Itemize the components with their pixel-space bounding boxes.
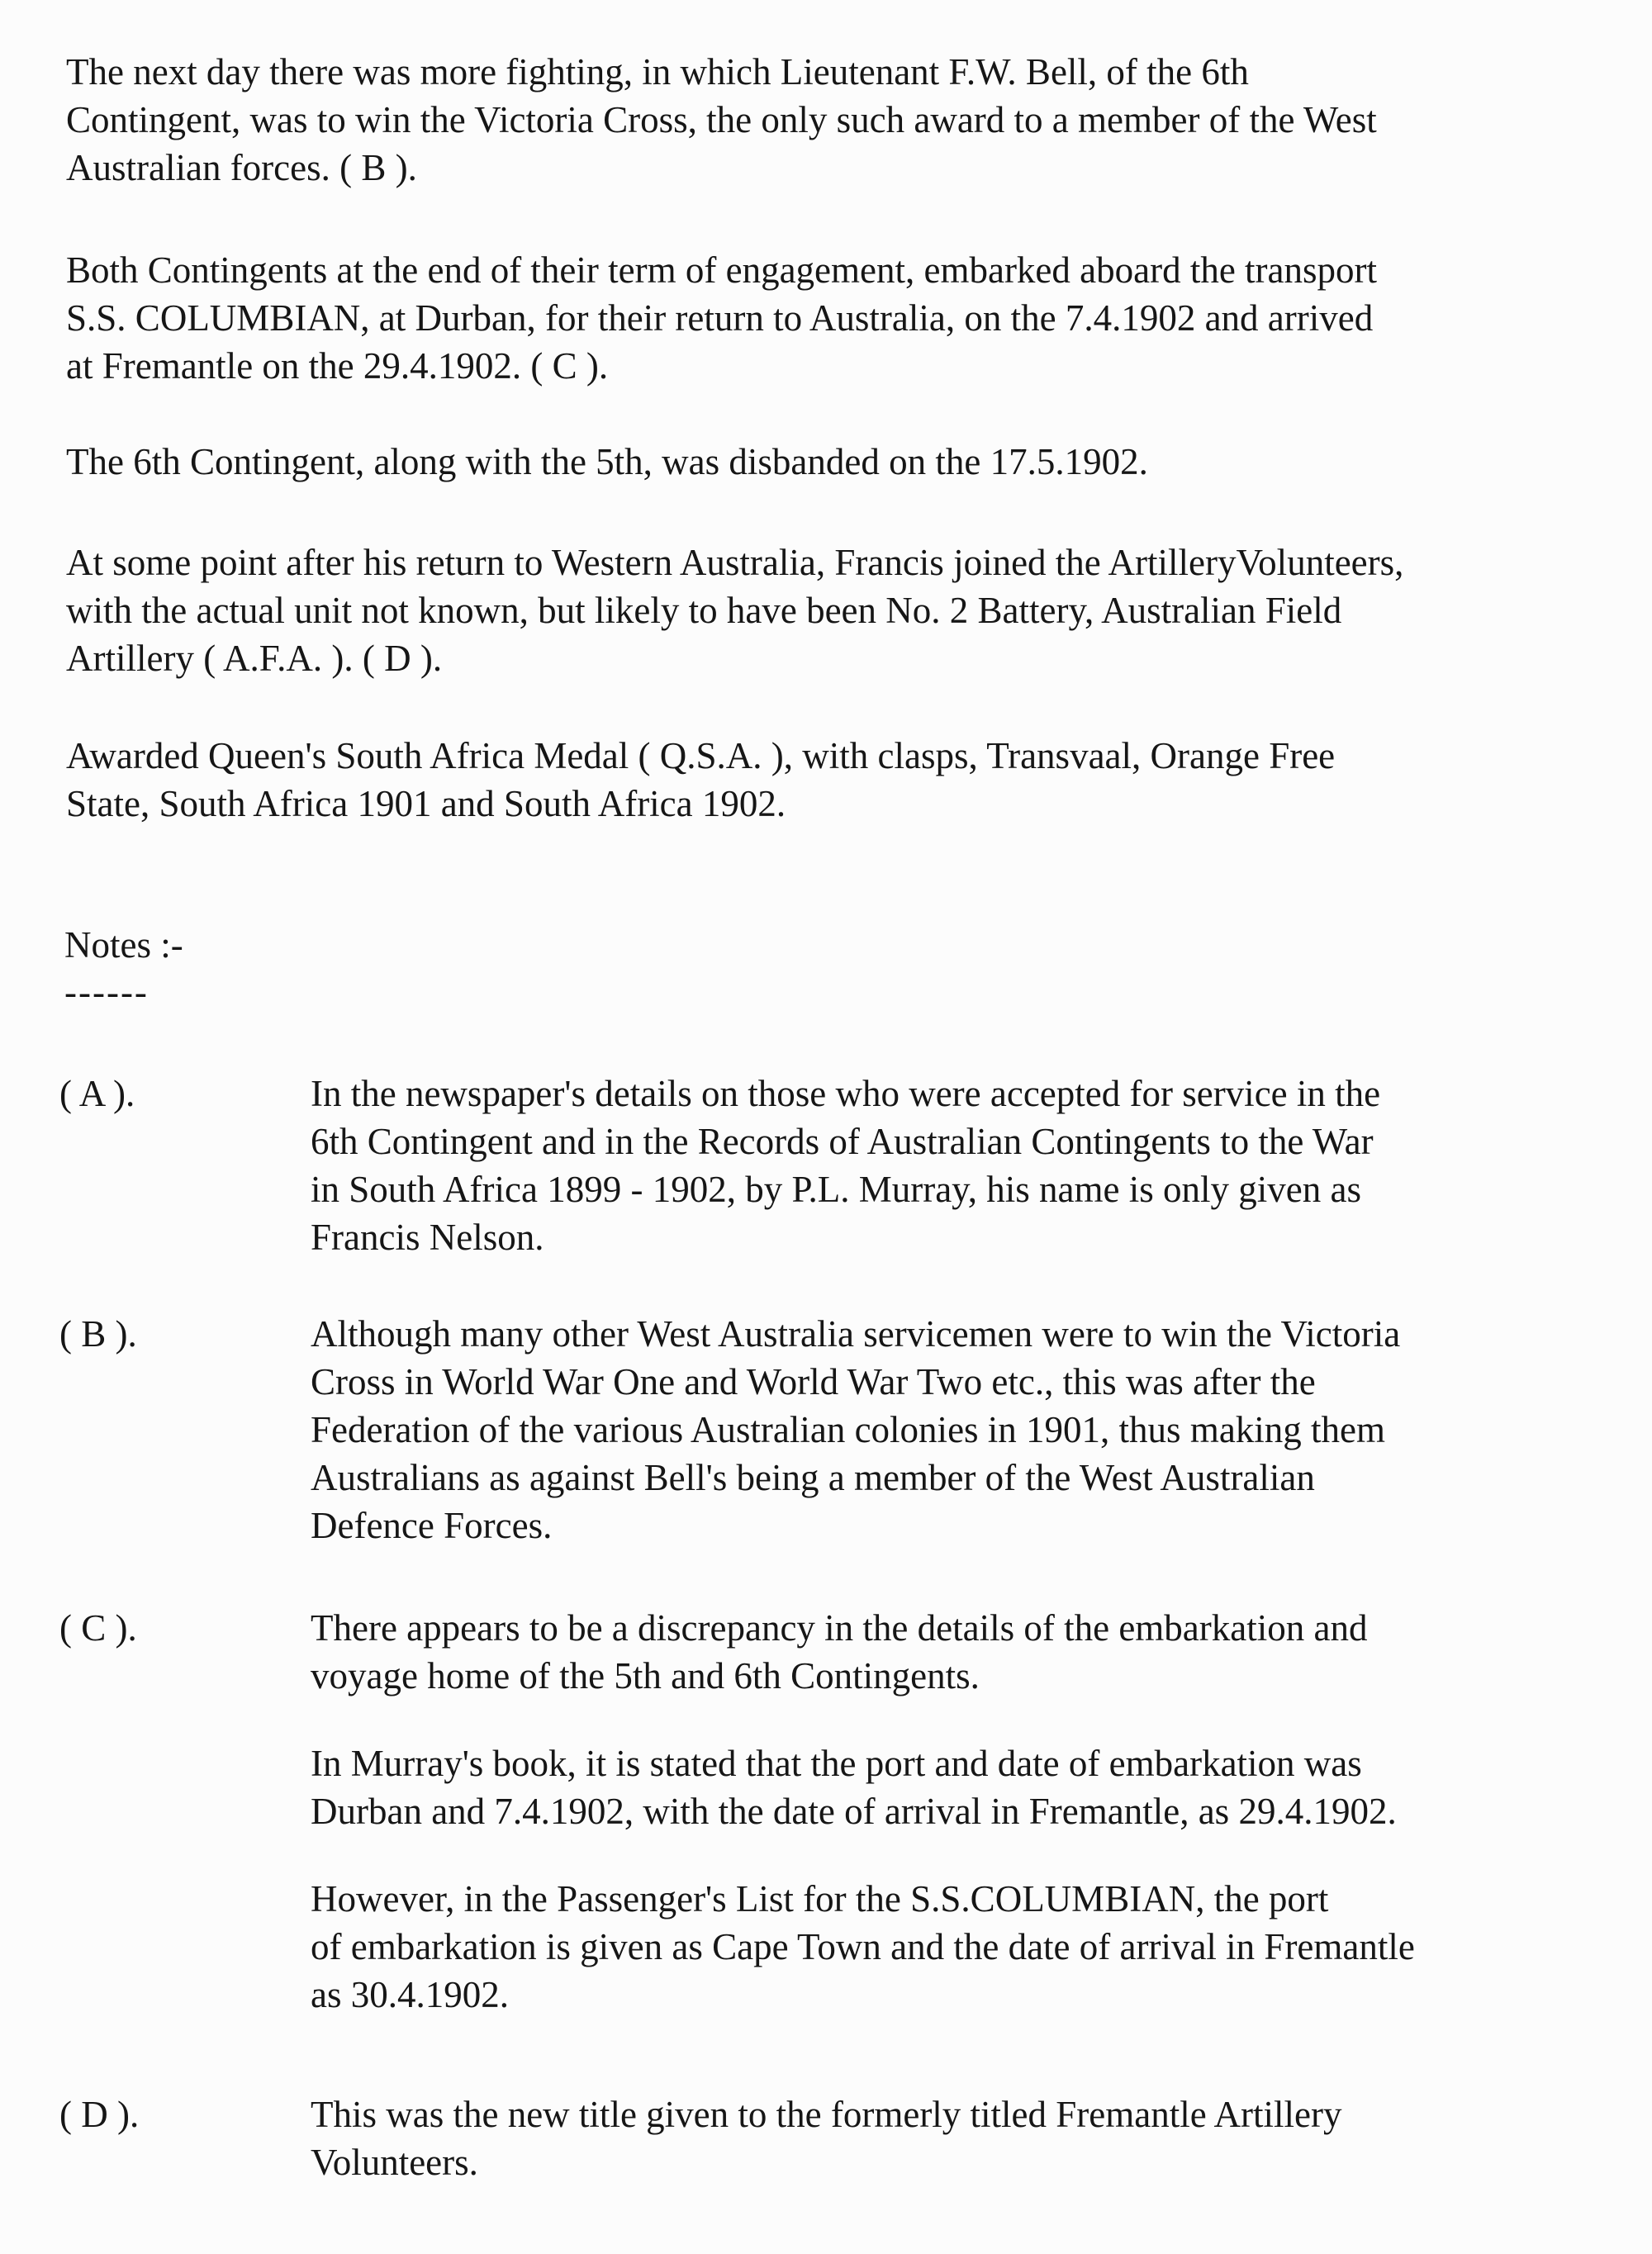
text-line: of embarkation is given as Cape Town and the date of arrival in Fremantle [311,1926,1415,1967]
text-line: Volunteers. [311,2142,478,2183]
text-line: The 6th Contingent, along with the 5th, was disbanded on the 17.5.1902. [66,441,1148,482]
note-label: ( D ). [59,2094,140,2135]
paragraph-medal-award [66,732,1586,828]
note-body [311,2090,1599,2186]
text-line: At some point after his return to Western Australia, Francis joined the ArtilleryVolunteers, [66,542,1404,583]
text-line: The next day there was more fighting, in which Lieutenant F.W. Bell, of the 6th [66,51,1249,93]
text-line: Federation of the various Australian colonies in 1901, thus making them [311,1409,1386,1450]
note-body [311,1310,1599,1549]
paragraph-bell-victoria-cross [66,48,1586,192]
text-line: Both Contingents at the end of their term of engagement, embarked aboard the transport [66,249,1378,291]
text-line: S.S. COLUMBIAN, at Durban, for their return to Australia, on the 7.4.1902 and arrived [66,297,1374,339]
notes-heading: Notes :- [64,924,183,966]
text-line: 6th Contingent and in the Records of Australian Contingents to the War [311,1121,1374,1162]
text-line: In the newspaper's details on those who were accepted for service in the [311,1073,1381,1114]
note-paragraph [311,1310,1599,1549]
text-line: State, South Africa 1901 and South Africa 1902. [66,783,786,824]
note-label: ( C ). [59,1607,137,1649]
note-paragraph [311,2090,1599,2186]
paragraph-embarkation [66,246,1586,390]
text-line: Awarded Queen's South Africa Medal ( Q.S.A. ), with clasps, Transvaal, Orange Free [66,735,1336,776]
text-line: in South Africa 1899 - 1902, by P.L. Murray, his name is only given as [311,1169,1361,1210]
note-paragraph [311,1739,1599,1835]
text-line: In Murray's book, it is stated that the port and date of embarkation was [311,1743,1362,1784]
text-line: as 30.4.1902. [311,1974,509,2015]
note-paragraph [311,1875,1599,2019]
text-line: This was the new title given to the formerly titled Fremantle Artillery [311,2094,1342,2135]
text-line: Although many other West Australia servicemen were to win the Victoria [311,1313,1401,1355]
notes-divider: ------ [64,971,149,1013]
note-paragraph [311,1070,1599,1261]
text-line: voyage home of the 5th and 6th Contingents. [311,1655,980,1696]
note-body [311,1604,1599,2019]
note-label: ( B ). [59,1313,137,1355]
text-line: Australian forces. ( B ). [66,147,417,188]
text-line: Contingent, was to win the Victoria Cross, the only such award to a member of the West [66,99,1377,140]
text-line: Artillery ( A.F.A. ). ( D ). [66,638,443,679]
paragraph-disbanded [66,438,1586,486]
note-body [311,1070,1599,1261]
paragraph-artillery-volunteers [66,539,1586,682]
text-line: at Fremantle on the 29.4.1902. ( C ). [66,345,609,387]
text-line: Defence Forces. [311,1505,553,1546]
text-line: with the actual unit not known, but likely to have been No. 2 Battery, Australian Field [66,590,1342,631]
text-line: Durban and 7.4.1902, with the date of arrival in Fremantle, as 29.4.1902. [311,1791,1397,1832]
text-line: Francis Nelson. [311,1217,544,1258]
text-line: Australians as against Bell's being a member of the West Australian [311,1457,1315,1498]
note-label: ( A ). [59,1073,135,1114]
text-line: There appears to be a discrepancy in the details of the embarkation and [311,1607,1368,1649]
text-line: However, in the Passenger's List for the S.S.COLUMBIAN, the port [311,1878,1329,1919]
note-paragraph [311,1604,1599,1700]
text-line: Cross in World War One and World War Two etc., this was after the [311,1361,1316,1402]
